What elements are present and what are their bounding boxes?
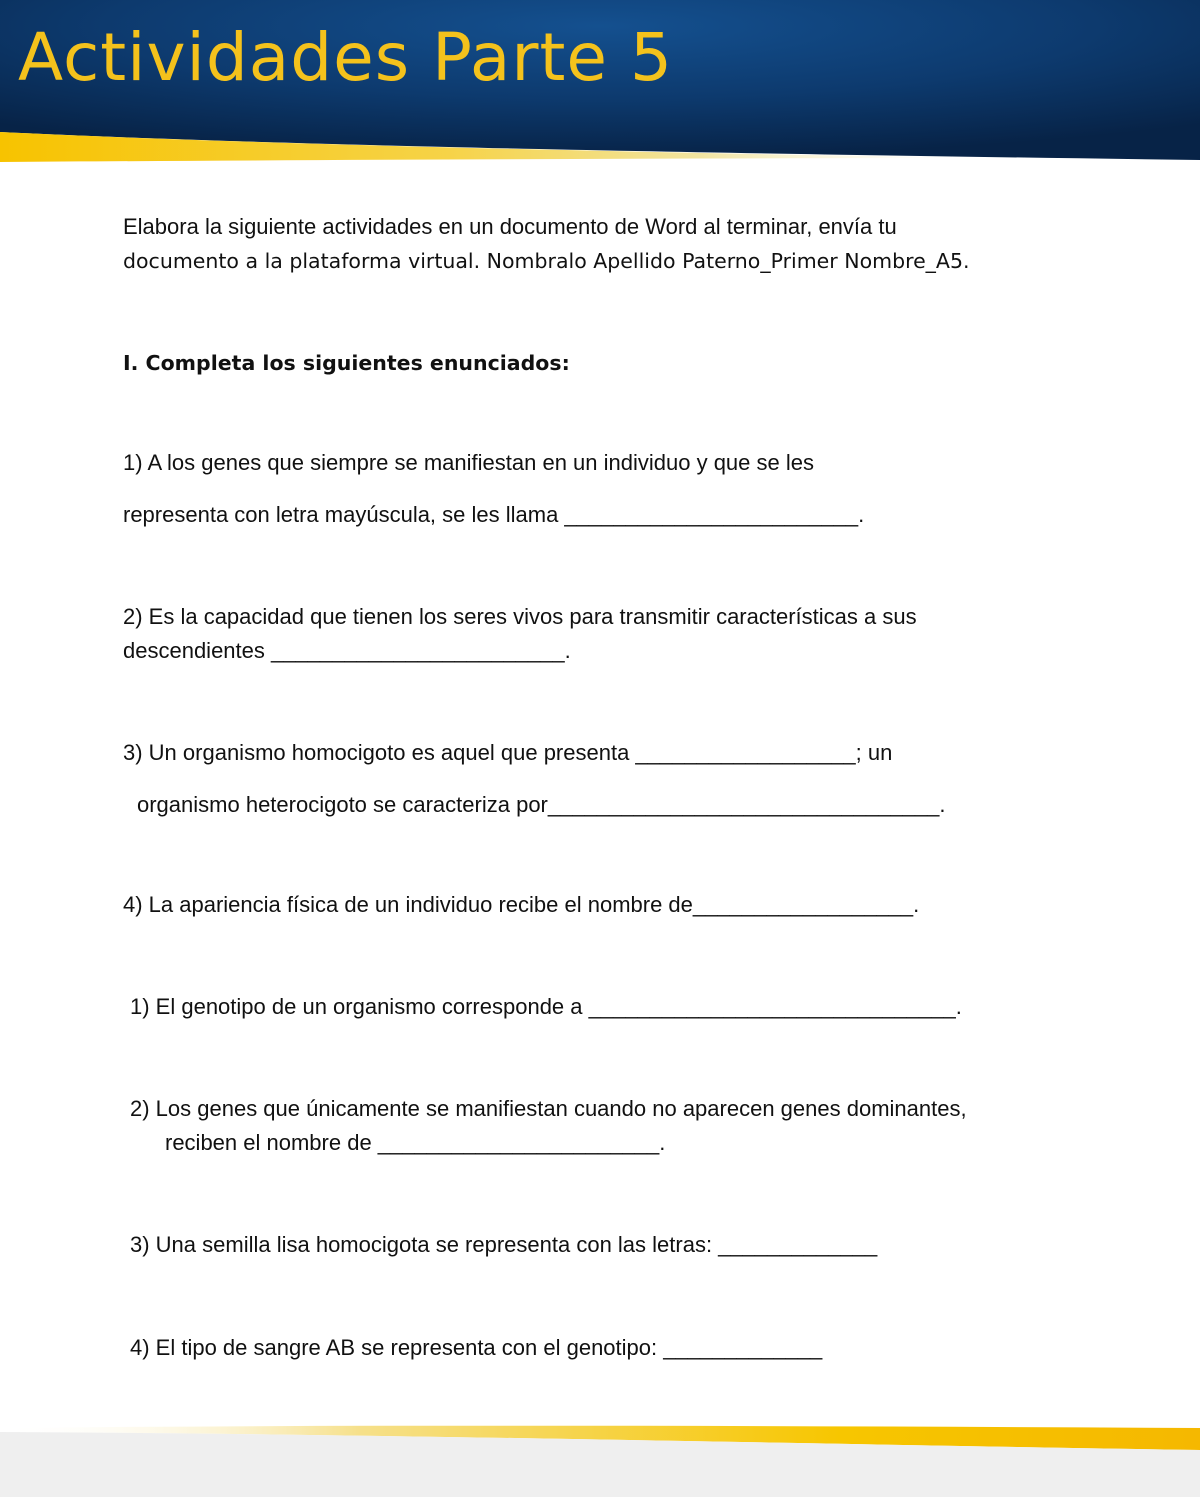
question-5-line-1: 1) El genotipo de un organismo corresponde a ______________________________. — [130, 994, 962, 1019]
question-1-line-1: 1) A los genes que siempre se manifiestan en un individuo y que se les — [123, 450, 814, 475]
footer-band — [0, 1418, 1200, 1497]
question-2-line-1: 2) Es la capacidad que tienen los seres vivos para transmitir características a sus — [123, 604, 917, 629]
question-3-line-1: 3) Un organismo homocigoto es aquel que presenta __________________; un — [123, 740, 893, 765]
question-4-line-1: 4) La apariencia física de un individuo recibe el nombre de__________________. — [123, 892, 920, 917]
question-8-line-1: 4) El tipo de sangre AB se representa con el genotipo: _____________ — [130, 1335, 823, 1360]
question-1-line-2: representa con letra mayúscula, se les llama ________________________. — [123, 502, 865, 527]
question-3-line-2: organismo heterocigoto se caracteriza por________________________________. — [137, 792, 946, 817]
question-6-line-2: reciben el nombre de _______________________. — [165, 1130, 666, 1155]
question-2-line-2: descendientes ________________________. — [123, 638, 571, 663]
question-7-line-1: 3) Una semilla lisa homocigota se representa con las letras: _____________ — [130, 1232, 878, 1257]
question-6-line-1: 2) Los genes que únicamente se manifiestan cuando no aparecen genes dominantes, — [130, 1096, 967, 1121]
page-title: Actividades Parte 5 — [18, 19, 673, 96]
section-heading: I. Completa los siguientes enunciados: — [123, 351, 570, 375]
instructions-line-2: documento a la plataforma virtual. Nombralo Apellido Paterno_Primer Nombre_A5. — [123, 249, 970, 273]
instructions-line-1: Elabora la siguiente actividades en un documento de Word al terminar, envía tu — [123, 214, 897, 239]
